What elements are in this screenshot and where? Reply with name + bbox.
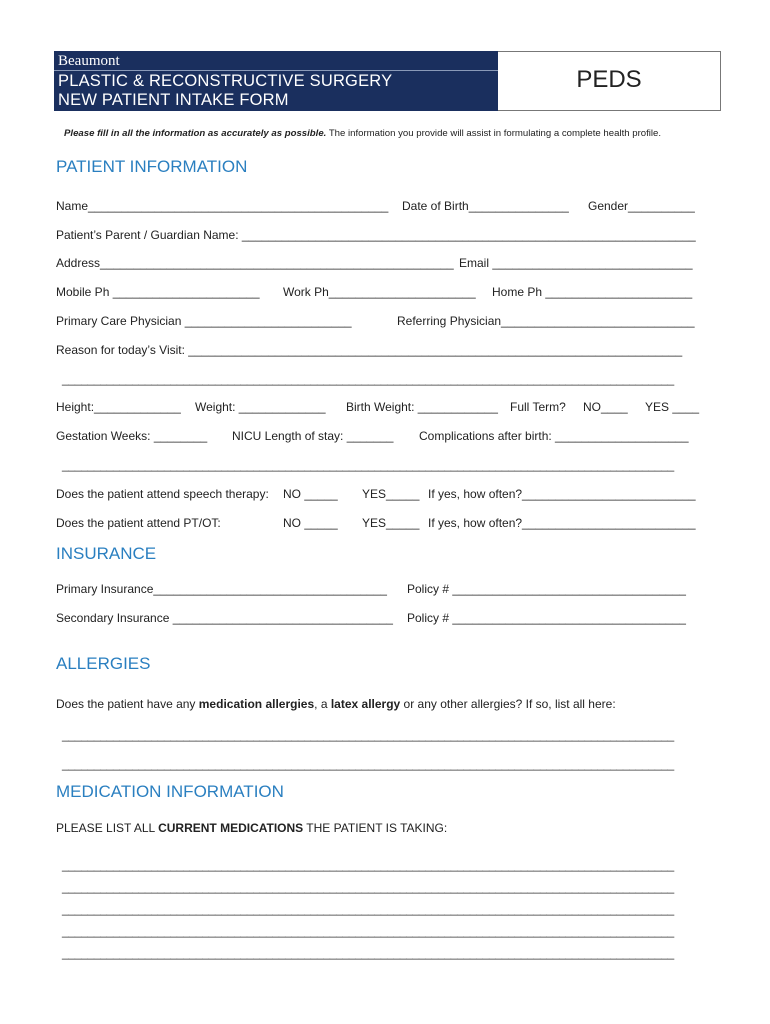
secondary-policy-field[interactable]: Policy # ___________________________________ <box>407 611 686 625</box>
allergies-line-1[interactable]: ________________________________________________________________________________________________ <box>62 728 674 742</box>
medications-q-pre: PLEASE LIST ALL <box>56 821 159 835</box>
ptot-frequency[interactable]: If yes, how often?__________________________ <box>428 516 696 530</box>
primary-policy-field[interactable]: Policy # ___________________________________ <box>407 582 686 596</box>
medication-line-1[interactable]: ________________________________________________________________________________________________ <box>62 858 674 872</box>
full-term-yes[interactable]: YES ____ <box>645 400 700 414</box>
primary-insurance-field[interactable]: Primary Insurance___________________________________ <box>56 582 387 596</box>
allergies-q-mid: , a <box>314 697 331 711</box>
weight-field[interactable]: Weight: _____________ <box>195 400 326 414</box>
birth-weight-field[interactable]: Birth Weight: ____________ <box>346 400 498 414</box>
gestation-field[interactable]: Gestation Weeks: ________ <box>56 429 208 443</box>
speech-therapy-question: Does the patient attend speech therapy: <box>56 487 269 501</box>
medication-line-4[interactable]: ________________________________________________________________________________________________ <box>62 924 674 938</box>
brand-banner <box>54 51 498 111</box>
email-field[interactable]: Email ______________________________ <box>459 256 693 270</box>
medications-q-bold: CURRENT MEDICATIONS <box>158 821 304 835</box>
allergies-question <box>56 697 616 711</box>
address-field[interactable]: Address_____________________________________________________ <box>56 256 454 270</box>
work-phone-field[interactable]: Work Ph______________________ <box>283 285 476 299</box>
allergies-q-pre: Does the patient have any <box>56 697 199 711</box>
brand-logo: Beaumont <box>58 53 120 69</box>
nicu-field[interactable]: NICU Length of stay: _______ <box>232 429 394 443</box>
peds-label: PEDS <box>576 66 642 93</box>
reason-field[interactable]: Reason for today’s Visit: __________________________________________________________________________ <box>56 343 683 357</box>
speech-therapy-yes[interactable]: YES_____ <box>362 487 420 501</box>
medication-heading: MEDICATION INFORMATION <box>56 782 284 801</box>
allergies-line-2[interactable]: ________________________________________________________________________________________________ <box>62 757 674 771</box>
form-title-line2: NEW PATIENT INTAKE FORM <box>58 91 289 109</box>
form-header <box>54 51 722 111</box>
speech-therapy-no[interactable]: NO _____ <box>283 487 338 501</box>
height-field[interactable]: Height:_____________ <box>56 400 181 414</box>
ptot-yes[interactable]: YES_____ <box>362 516 420 530</box>
ptot-no[interactable]: NO _____ <box>283 516 338 530</box>
gender-field[interactable]: Gender__________ <box>588 199 695 213</box>
full-term-label: Full Term? <box>510 400 566 414</box>
allergies-q-medication: medication allergies <box>198 697 315 711</box>
medication-line-2[interactable]: ________________________________________________________________________________________________ <box>62 880 674 894</box>
medication-line-5[interactable]: ________________________________________________________________________________________________ <box>62 946 674 960</box>
full-term-no[interactable]: NO____ <box>583 400 628 414</box>
complications-field[interactable]: Complications after birth: ____________________ <box>419 429 689 443</box>
ptot-question: Does the patient attend PT/OT: <box>56 516 221 530</box>
brand-divider <box>54 70 498 71</box>
allergies-q-latex: latex allergy <box>330 697 401 711</box>
speech-therapy-frequency[interactable]: If yes, how often?__________________________ <box>428 487 696 501</box>
referring-physician-field[interactable]: Referring Physician_____________________________ <box>397 314 695 328</box>
intro-rest: The information you provide will assist in formulating a complete health profile. <box>326 128 662 139</box>
insurance-heading: INSURANCE <box>56 544 157 563</box>
form-title-line1: PLASTIC & RECONSTRUCTIVE SURGERY <box>58 72 393 90</box>
peds-badge <box>498 51 721 111</box>
pcp-field[interactable]: Primary Care Physician _________________________ <box>56 314 352 328</box>
secondary-insurance-field[interactable]: Secondary Insurance _________________________________ <box>56 611 393 625</box>
reason-extra-line[interactable]: ________________________________________________________________________________________________ <box>62 372 674 386</box>
intro-bold: Please fill in all the information as accurately as possible. <box>64 128 327 139</box>
mobile-phone-field[interactable]: Mobile Ph ______________________ <box>56 285 260 299</box>
name-field[interactable]: Name_____________________________________________ <box>56 199 389 213</box>
medications-question <box>56 821 447 835</box>
allergies-q-post: or any other allergies? If so, list all here: <box>400 697 616 711</box>
allergies-heading: ALLERGIES <box>56 654 151 673</box>
medications-q-post: THE PATIENT IS TAKING: <box>303 821 448 835</box>
complications-extra-line[interactable]: ________________________________________________________________________________________________ <box>62 458 674 472</box>
home-phone-field[interactable]: Home Ph ______________________ <box>492 285 693 299</box>
patient-info-heading: PATIENT INFORMATION <box>56 157 248 176</box>
dob-field[interactable]: Date of Birth_______________ <box>402 199 569 213</box>
intro-text <box>64 128 764 139</box>
guardian-field[interactable]: Patient’s Parent / Guardian Name: ____________________________________________________________________ <box>56 228 696 242</box>
medication-line-3[interactable]: ________________________________________________________________________________________________ <box>62 902 674 916</box>
